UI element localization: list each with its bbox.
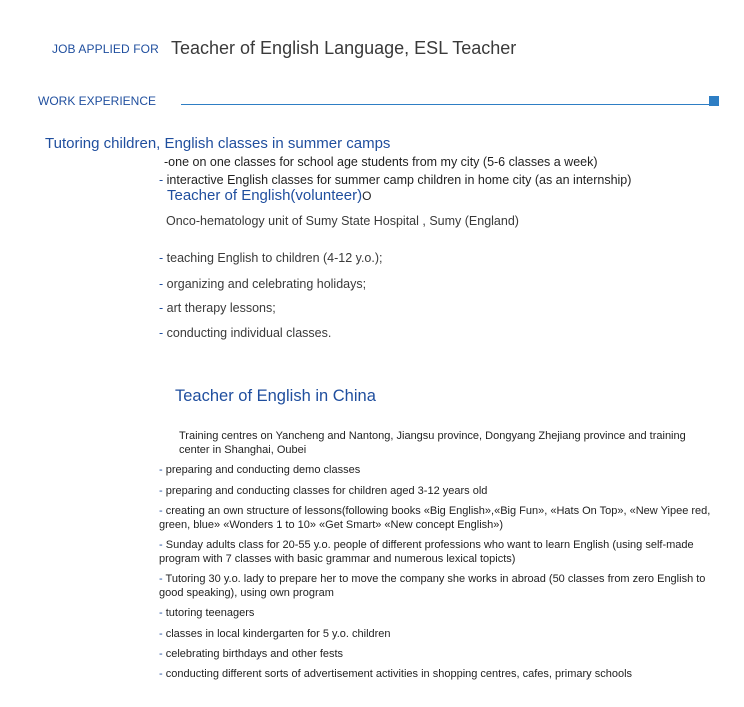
bullet-dash: - — [159, 573, 166, 585]
entry2-title-text: Teacher of English(volunteer) — [167, 187, 363, 204]
entry3-bullet — [159, 667, 719, 681]
bullet-dash: - — [159, 251, 167, 265]
entry3-bullet — [159, 606, 719, 620]
bullet-dash: - — [159, 326, 167, 340]
bullet-dash: - — [159, 607, 166, 619]
entry1-line — [159, 173, 631, 187]
entry3-bullet — [159, 538, 719, 566]
bullet-dash: - — [159, 539, 166, 551]
entry3-bullet — [159, 627, 719, 641]
bullet-dash: - — [159, 301, 167, 315]
bullet-dash: - — [159, 505, 166, 517]
bullet-dash: - — [159, 648, 166, 660]
entry2-title-tail: O — [362, 189, 372, 203]
entry3-bullet-text: preparing and conducting classes for children aged 3-12 years old — [165, 485, 488, 497]
entry3-bullet — [159, 504, 719, 532]
entry3-bullet-text: celebrating birthdays and other fests — [165, 648, 344, 660]
entry1-title: Tutoring children, English classes in summer camps — [45, 135, 391, 152]
entry3-bullet-text: tutoring teenagers — [165, 607, 255, 619]
entry3-bullet — [159, 647, 719, 661]
entry2-bullet — [159, 251, 383, 265]
entry3-bullet — [159, 463, 719, 477]
bullet-dash: - — [159, 485, 166, 497]
entry1-line-text: interactive English classes for summer camp children in home city (as an internship) — [166, 173, 632, 187]
job-applied-title: Teacher of English Language, ESL Teacher — [171, 38, 517, 58]
entry2-title — [167, 187, 371, 204]
entry2-bullet — [159, 326, 331, 340]
entry3-bullet-text: classes in local kindergarten for 5 y.o. children — [165, 628, 391, 640]
section-divider — [181, 104, 711, 105]
entry3-bullet-text: conducting different sorts of advertisement activities in shopping centres, cafes, primary schools — [165, 668, 633, 680]
entry3-organization: Training centres on Yancheng and Nantong, Jiangsu province, Dongyang Zhejiang province and training center in Shanghai, Oubei — [179, 430, 686, 456]
entry3-bullet — [159, 484, 719, 498]
bullet-dash: - — [159, 628, 166, 640]
entry2-bullet-text: art therapy lessons; — [166, 301, 276, 315]
entry3-bullet-text: creating an own structure of lessons(following books «Big English»,«Big Fun», «Hats On Top», «New Yipee red, green, blue» «Wonders 1 to 10» «Get Smart» «New concept English») — [159, 505, 711, 531]
entry2-bullet-text: teaching English to children (4-12 y.o.); — [166, 251, 383, 265]
entry3-bullet-text: preparing and conducting demo classes — [165, 464, 361, 476]
bullet-dash: - — [159, 464, 166, 476]
bullet-dash: - — [159, 668, 166, 680]
job-applied-label: JOB APPLIED FOR — [52, 42, 159, 56]
entry3-bullet — [159, 572, 719, 600]
entry2-bullet-text: organizing and celebrating holidays; — [166, 277, 367, 291]
entry3-bullet-text: Tutoring 30 y.o. lady to prepare her to move the company she works in abroad (50 classes from zero English to good speaking), using own program — [159, 573, 706, 599]
entry1-line: -one on one classes for school age students from my city (5-6 classes a week) — [164, 155, 598, 169]
entry2-organization: Onco-hematology unit of Sumy State Hospital , Sumy (England) — [166, 214, 519, 228]
entry2-bullet-text: conducting individual classes. — [166, 326, 332, 340]
entry2-bullet — [159, 301, 276, 315]
section-heading: WORK EXPERIENCE — [38, 94, 157, 108]
entry2-bullet — [159, 277, 366, 291]
section-square-marker — [709, 96, 719, 106]
entry3-title: Teacher of English in China — [175, 387, 376, 405]
bullet-dash: - — [159, 173, 167, 187]
entry3-bullet-text: Sunday adults class for 20-55 y.o. people of different professions who want to learn English (using self-made program with 7 classes with basic grammar and numerous lexical topicts) — [159, 539, 694, 565]
bullet-dash: - — [159, 277, 167, 291]
